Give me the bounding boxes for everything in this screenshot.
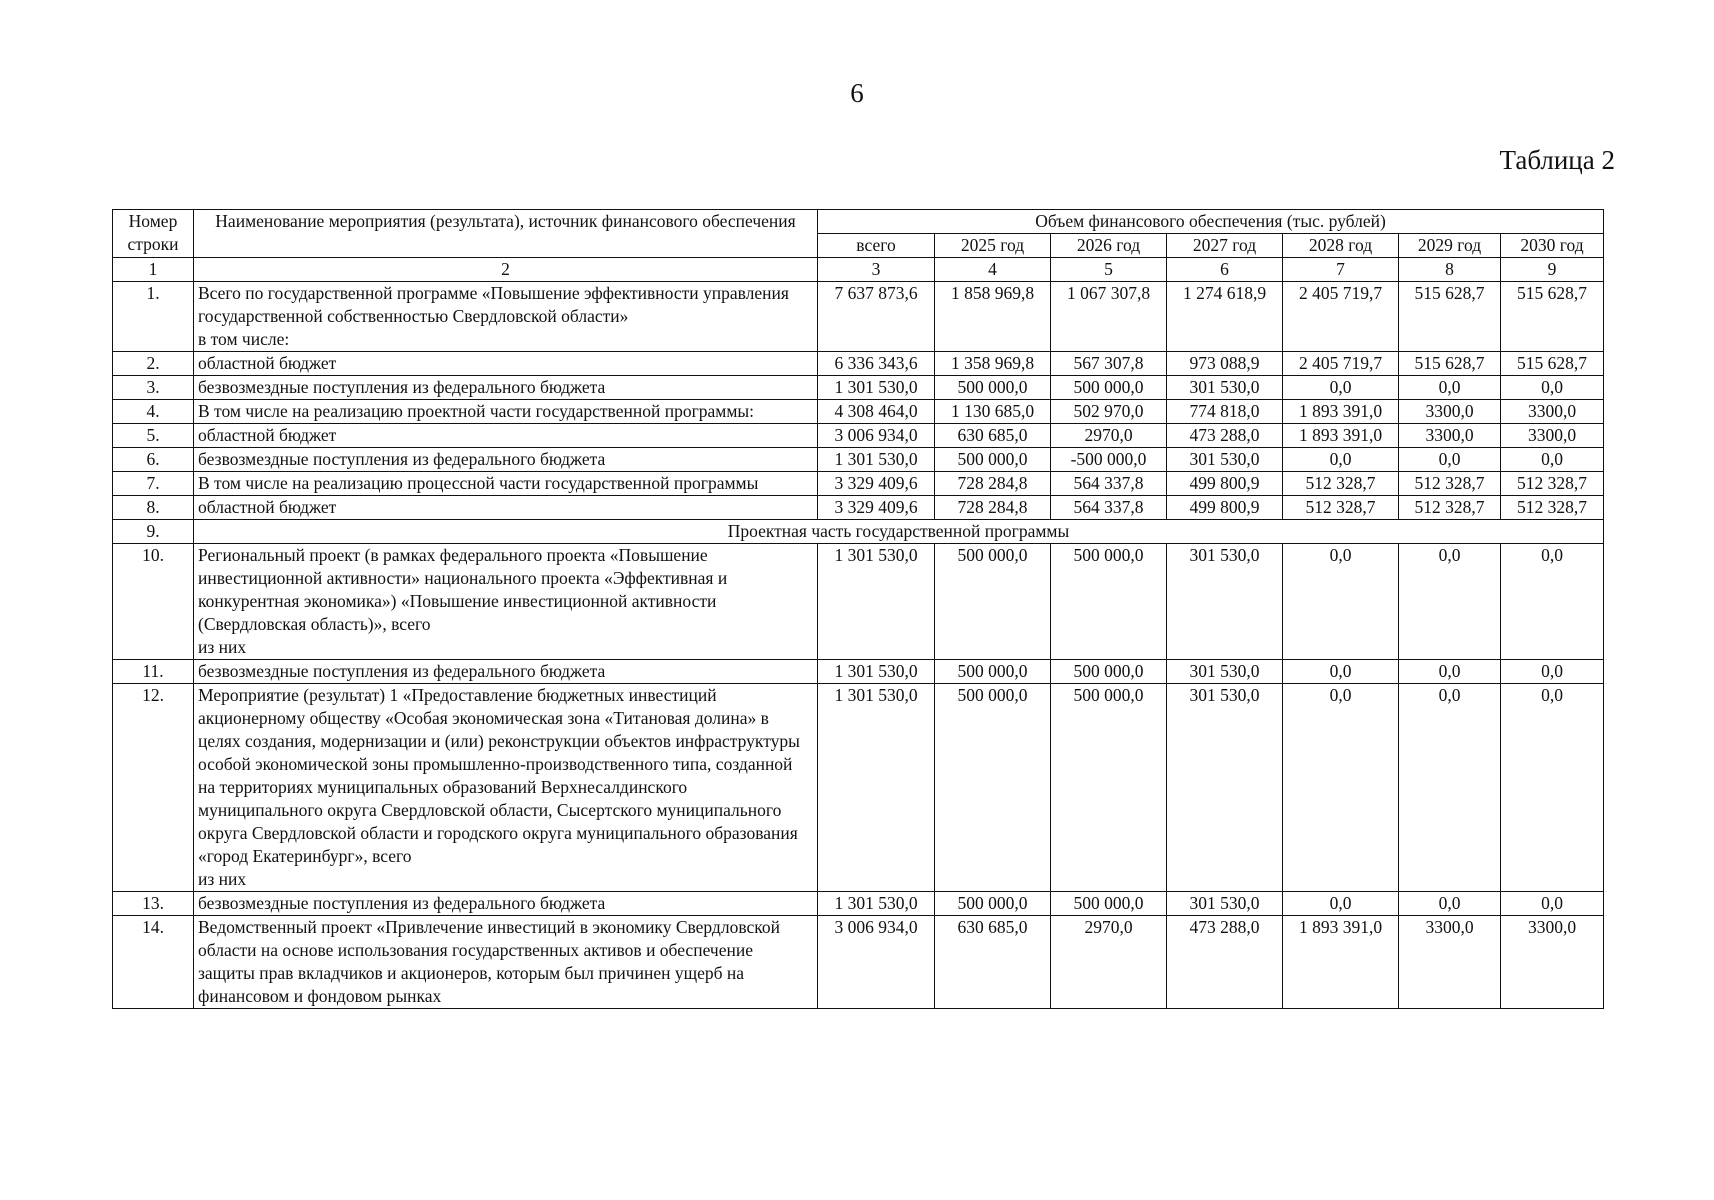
row-name: Региональный проект (в рамках федерального проекта «Повышение инвестиционной активности» национального проекта «Эффективная и конкурентная экономика») «Повышение инвестиционной активности (Свердловская область)», всего из них	[194, 544, 818, 660]
column-number: 2	[194, 258, 818, 282]
value-year: 1 274 618,9	[1167, 282, 1283, 352]
value-year: 0,0	[1399, 660, 1501, 684]
value-year: 3300,0	[1501, 916, 1604, 1009]
value-year: 1 893 391,0	[1283, 400, 1399, 424]
header-year: 2026 год	[1051, 234, 1167, 258]
financing-table	[112, 209, 1604, 1009]
value-total: 3 006 934,0	[818, 424, 935, 448]
value-year: 728 284,8	[935, 496, 1051, 520]
value-year: 2 405 719,7	[1283, 352, 1399, 376]
table-row	[113, 916, 1604, 1009]
value-year: 3300,0	[1399, 424, 1501, 448]
value-total: 3 006 934,0	[818, 916, 935, 1009]
column-number: 4	[935, 258, 1051, 282]
value-year: 3300,0	[1501, 400, 1604, 424]
row-number: 8.	[113, 496, 194, 520]
row-name: безвозмездные поступления из федерального бюджета	[194, 660, 818, 684]
value-year: 500 000,0	[935, 892, 1051, 916]
value-year: 301 530,0	[1167, 892, 1283, 916]
column-number: 1	[113, 258, 194, 282]
page-number: 6	[850, 78, 864, 108]
value-year: 499 800,9	[1167, 496, 1283, 520]
value-total: 1 301 530,0	[818, 684, 935, 892]
value-year: 3300,0	[1501, 424, 1604, 448]
column-number: 7	[1283, 258, 1399, 282]
table-row	[113, 892, 1604, 916]
row-name: Мероприятие (результат) 1 «Предоставление бюджетных инвестиций акционерному обществу «Особая экономическая зона «Титановая долина» в целях создания, модернизации и (или) реконструкции объектов инфраструктуры особой экономической зоны промышленно-производственного типа, созданной на территориях муниципальных образований Верхнесалдинского муниципального округа Свердловской области, Сысертского муниципального округа Свердловской области и городского округа муниципального образования «город Екатеринбург», всего из них	[194, 684, 818, 892]
table-body	[113, 282, 1604, 1009]
value-year: 2 405 719,7	[1283, 282, 1399, 352]
row-name: В том числе на реализацию процессной части государственной программы	[194, 472, 818, 496]
value-total: 3 329 409,6	[818, 472, 935, 496]
value-year: 500 000,0	[935, 376, 1051, 400]
value-year: 0,0	[1501, 892, 1604, 916]
value-year: 728 284,8	[935, 472, 1051, 496]
value-year: 512 328,7	[1399, 472, 1501, 496]
value-year: 3300,0	[1399, 400, 1501, 424]
value-year: 0,0	[1501, 544, 1604, 660]
value-year: 774 818,0	[1167, 400, 1283, 424]
value-year: 500 000,0	[1051, 892, 1167, 916]
table-row	[113, 684, 1604, 892]
table-header	[113, 210, 1604, 282]
value-year: 515 628,7	[1399, 352, 1501, 376]
value-year: 500 000,0	[1051, 376, 1167, 400]
value-total: 7 637 873,6	[818, 282, 935, 352]
value-year: 0,0	[1399, 376, 1501, 400]
value-total: 1 301 530,0	[818, 544, 935, 660]
value-total: 4 308 464,0	[818, 400, 935, 424]
value-year: 0,0	[1399, 448, 1501, 472]
table-row	[113, 352, 1604, 376]
row-number: 14.	[113, 916, 194, 1009]
value-year: 973 088,9	[1167, 352, 1283, 376]
value-year: 1 893 391,0	[1283, 424, 1399, 448]
value-total: 1 301 530,0	[818, 376, 935, 400]
value-year: -500 000,0	[1051, 448, 1167, 472]
row-number: 2.	[113, 352, 194, 376]
row-name: Ведомственный проект «Привлечение инвестиций в экономику Свердловской области на основе использования государственных активов и обеспечение защиты прав вкладчиков и акционеров, которым был причинен ущерб на финансовом и фондовом рынках	[194, 916, 818, 1009]
table-row	[113, 448, 1604, 472]
table-row	[113, 400, 1604, 424]
value-year: 0,0	[1283, 376, 1399, 400]
value-total: 3 329 409,6	[818, 496, 935, 520]
column-number: 3	[818, 258, 935, 282]
value-total: 1 301 530,0	[818, 892, 935, 916]
row-number: 3.	[113, 376, 194, 400]
value-year: 1 893 391,0	[1283, 916, 1399, 1009]
value-year: 301 530,0	[1167, 544, 1283, 660]
value-year: 2970,0	[1051, 916, 1167, 1009]
value-year: 500 000,0	[935, 660, 1051, 684]
value-total: 6 336 343,6	[818, 352, 935, 376]
row-number: 6.	[113, 448, 194, 472]
row-number: 13.	[113, 892, 194, 916]
value-year: 499 800,9	[1167, 472, 1283, 496]
value-year: 515 628,7	[1399, 282, 1501, 352]
column-number: 6	[1167, 258, 1283, 282]
value-year: 1 130 685,0	[935, 400, 1051, 424]
value-year: 1 067 307,8	[1051, 282, 1167, 352]
value-year: 2970,0	[1051, 424, 1167, 448]
value-year: 0,0	[1501, 376, 1604, 400]
row-name: Всего по государственной программе «Повышение эффективности управления государственной собственностью Свердловской области» в том числе:	[194, 282, 818, 352]
row-number: 7.	[113, 472, 194, 496]
value-year: 500 000,0	[1051, 544, 1167, 660]
value-year: 3300,0	[1399, 916, 1501, 1009]
value-year: 512 328,7	[1283, 496, 1399, 520]
row-name: областной бюджет	[194, 496, 818, 520]
value-year: 512 328,7	[1501, 496, 1604, 520]
column-number-row	[113, 258, 1604, 282]
row-number: 4.	[113, 400, 194, 424]
row-name: безвозмездные поступления из федерального бюджета	[194, 448, 818, 472]
table-row	[113, 472, 1604, 496]
value-year: 0,0	[1399, 892, 1501, 916]
header-volume-group: Объем финансового обеспечения (тыс. рублей)	[818, 210, 1604, 234]
column-number: 9	[1501, 258, 1604, 282]
value-year: 0,0	[1399, 684, 1501, 892]
row-number: 12.	[113, 684, 194, 892]
value-year: 301 530,0	[1167, 376, 1283, 400]
row-name: В том числе на реализацию проектной части государственной программы:	[194, 400, 818, 424]
value-total: 1 301 530,0	[818, 448, 935, 472]
value-year: 473 288,0	[1167, 424, 1283, 448]
value-year: 500 000,0	[935, 684, 1051, 892]
row-number: 1.	[113, 282, 194, 352]
header-row-number: Номер строки	[113, 210, 194, 258]
row-number: 10.	[113, 544, 194, 660]
row-number: 5.	[113, 424, 194, 448]
table-row	[113, 282, 1604, 352]
header-name: Наименование мероприятия (результата), источник финансового обеспечения	[194, 210, 818, 258]
value-year: 567 307,8	[1051, 352, 1167, 376]
header-total: всего	[818, 234, 935, 258]
value-year: 301 530,0	[1167, 660, 1283, 684]
value-year: 0,0	[1283, 448, 1399, 472]
value-year: 515 628,7	[1501, 282, 1604, 352]
row-name: областной бюджет	[194, 352, 818, 376]
value-year: 564 337,8	[1051, 472, 1167, 496]
value-year: 512 328,7	[1399, 496, 1501, 520]
value-year: 1 858 969,8	[935, 282, 1051, 352]
value-year: 0,0	[1501, 660, 1604, 684]
value-year: 502 970,0	[1051, 400, 1167, 424]
value-year: 0,0	[1283, 892, 1399, 916]
value-year: 0,0	[1501, 684, 1604, 892]
value-year: 500 000,0	[935, 448, 1051, 472]
row-name: областной бюджет	[194, 424, 818, 448]
value-year: 0,0	[1399, 544, 1501, 660]
section-row	[113, 520, 1604, 544]
header-year: 2029 год	[1399, 234, 1501, 258]
row-number: 9.	[113, 520, 194, 544]
value-year: 515 628,7	[1501, 352, 1604, 376]
row-name: безвозмездные поступления из федерального бюджета	[194, 376, 818, 400]
value-total: 1 301 530,0	[818, 660, 935, 684]
value-year: 500 000,0	[1051, 660, 1167, 684]
column-number: 5	[1051, 258, 1167, 282]
value-year: 0,0	[1283, 660, 1399, 684]
header-year: 2028 год	[1283, 234, 1399, 258]
header-year: 2025 год	[935, 234, 1051, 258]
table-row	[113, 376, 1604, 400]
table-caption: Таблица 2	[1499, 145, 1615, 175]
header-year: 2030 год	[1501, 234, 1604, 258]
value-year: 630 685,0	[935, 424, 1051, 448]
column-number: 8	[1399, 258, 1501, 282]
row-name: безвозмездные поступления из федерального бюджета	[194, 892, 818, 916]
value-year: 1 358 969,8	[935, 352, 1051, 376]
section-title: Проектная часть государственной программы	[194, 520, 1604, 544]
value-year: 512 328,7	[1283, 472, 1399, 496]
header-year: 2027 год	[1167, 234, 1283, 258]
value-year: 0,0	[1283, 684, 1399, 892]
row-number: 11.	[113, 660, 194, 684]
table-row	[113, 424, 1604, 448]
value-year: 301 530,0	[1167, 684, 1283, 892]
table-row	[113, 544, 1604, 660]
value-year: 473 288,0	[1167, 916, 1283, 1009]
value-year: 512 328,7	[1501, 472, 1604, 496]
table-row	[113, 496, 1604, 520]
value-year: 500 000,0	[1051, 684, 1167, 892]
value-year: 630 685,0	[935, 916, 1051, 1009]
value-year: 564 337,8	[1051, 496, 1167, 520]
value-year: 301 530,0	[1167, 448, 1283, 472]
table-row	[113, 660, 1604, 684]
value-year: 0,0	[1501, 448, 1604, 472]
value-year: 500 000,0	[935, 544, 1051, 660]
value-year: 0,0	[1283, 544, 1399, 660]
